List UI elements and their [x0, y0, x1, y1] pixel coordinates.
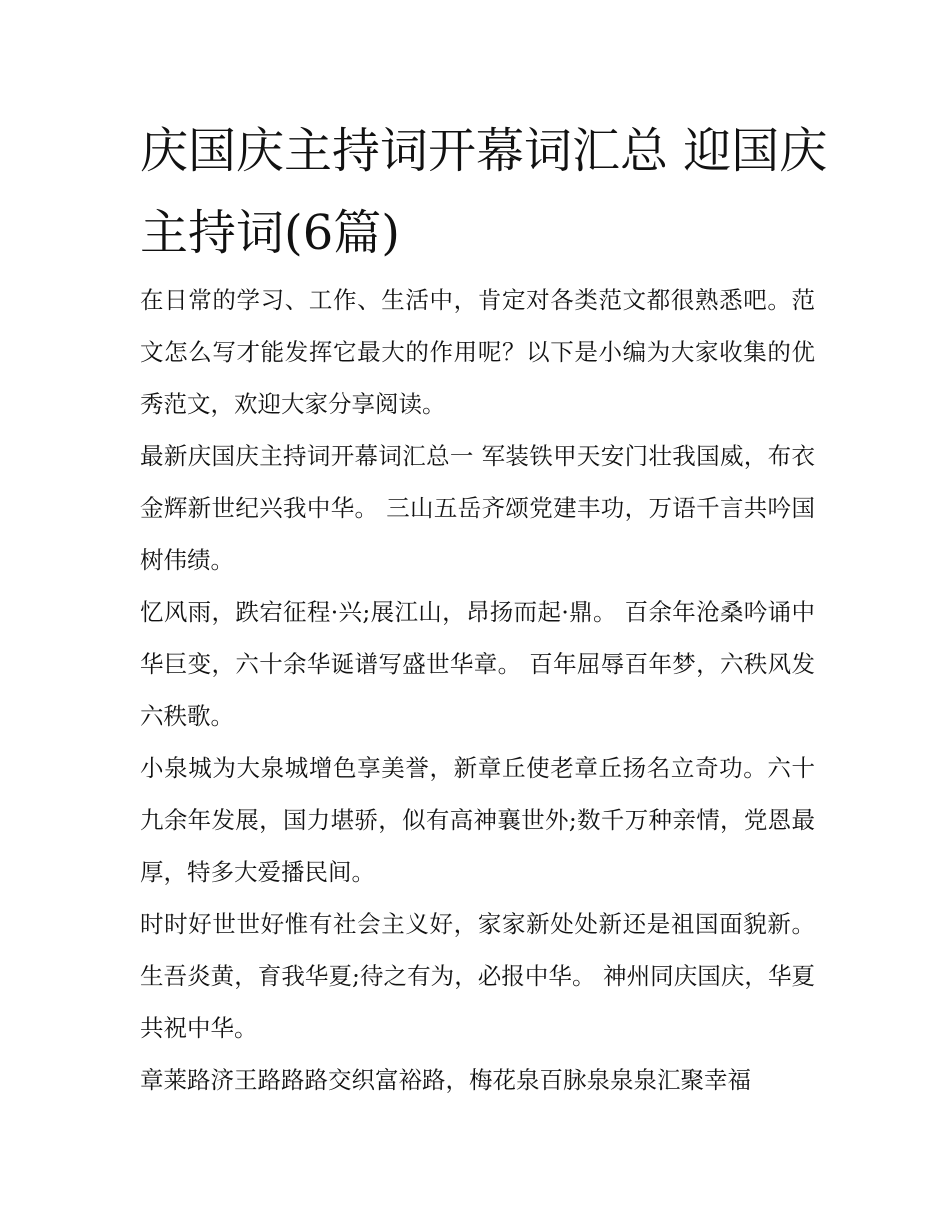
paragraph-5: 章莱路济王路路路交织富裕路，梅花泉百脉泉泉泉汇聚幸福	[140, 1066, 751, 1094]
document-body	[140, 274, 815, 1106]
paragraph-4: 时时好世世好惟有社会主义好，家家新处处新还是祖国面貌新。 生吾炎黄，育我华夏;待之有为，必报中华。 神州同庆国庆，华夏共祝中华。	[140, 910, 815, 1042]
paragraph-3: 小泉城为大泉城增色享美誉，新章丘使老章丘扬名立奇功。六十九余年发展，国力堪骄，似有高神襄世外;数千万种亲情，党恩最厚，特多大爱播民间。	[140, 754, 815, 886]
paragraph-1: 最新庆国庆主持词开幕词汇总一 军装铁甲天安门壮我国威，布衣金辉新世纪兴我中华。 三山五岳齐颂党建丰功，万语千言共吟国树伟绩。	[140, 442, 815, 574]
document-title: 庆国庆主持词开幕词汇总 迎国庆主持词(6篇)	[140, 123, 828, 261]
paragraph-2: 忆风雨，跌宕征程·兴;展江山，昂扬而起·鼎。 百余年沧桑吟诵中华巨变，六十余华诞谱写盛世华章。 百年屈辱百年梦，六秩风发六秩歌。	[140, 598, 815, 730]
paragraph-intro: 在日常的学习、工作、生活中，肯定对各类范文都很熟悉吧。范文怎么写才能发挥它最大的作用呢？以下是小编为大家收集的优秀范文，欢迎大家分享阅读。	[140, 286, 815, 418]
